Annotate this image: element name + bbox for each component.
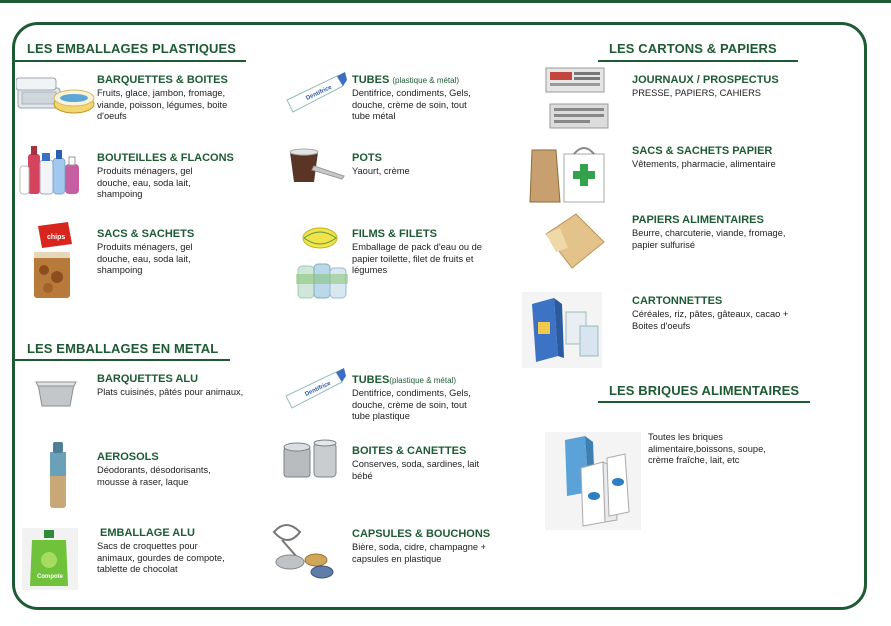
item-journaux [632,74,812,100]
item-title: CAPSULES & BOUCHONS [352,528,491,540]
item-description: Emballage de pack d'eau ou de papier toilette, filet de fruits et légumes [352,242,482,276]
item-title: FILMS & FILETS [352,228,437,240]
item-description: Céréales, riz, pâtes, gâteaux, cacao + Boites d'oeufs [632,309,789,331]
plastic-tube-image [285,70,347,118]
item-title: BARQUETTES & BOITES [97,74,228,86]
item-capsules-bouchons [352,528,512,565]
food-paper-image [538,212,608,270]
item-title-text: TUBES [352,74,390,86]
section-title-plastic: LES EMBALLAGES PLASTIQUES [27,41,237,56]
aerosol-image [46,438,70,510]
bags-image [24,222,80,302]
item-sacs-papier [632,145,812,171]
item-boites-canettes [352,445,487,482]
section-rule [14,60,246,62]
item-emballage-alu [97,527,260,576]
item-papiers-alimentaires [632,214,812,251]
cartons-briques-image [545,432,641,530]
item-sacs-sachets [97,228,262,277]
item-barquettes-boites [97,74,257,123]
section-rule [598,401,810,403]
item-title: SACS & SACHETS [97,228,195,240]
paper-bags-image [528,140,608,204]
item-title: AEROSOLS [97,451,159,463]
item-description: Plats cuisinés, pâtés pour animaux, [97,387,244,397]
item-cartonnettes [632,295,812,332]
section-title-bricks: LES BRIQUES ALIMENTAIRES [609,383,800,398]
chips-brand-text: chips [47,234,66,241]
item-title: BOUTEILLES & FLACONS [97,152,234,164]
item-title: PAPIERS ALIMENTAIRES [632,214,764,226]
item-title: JOURNAUX / PROSPECTUS [632,74,779,86]
item-barquettes-alu [97,373,267,399]
tube-brand-text: Dentifrice [305,84,333,102]
bottles-image [18,138,90,200]
section-rule [14,359,230,361]
item-title-note: (plastique & métal) [392,76,460,85]
item-films-filets [352,228,497,277]
item-title: CARTONNETTES [632,295,723,307]
item-description: Vêtements, pharmacie, alimentaire [632,159,776,169]
item-description: Produits ménagers, gel douche, eau, soda lait, shampoing [97,242,193,276]
item-title: SACS & SACHETS PAPIER [632,145,773,157]
cardboard-boxes-image [522,292,602,368]
item-description: Conserves, soda, sardines, lait bébé [352,459,480,481]
section-title-cardboard: LES CARTONS & PAPIERS [609,41,777,56]
alu-tray-image [34,376,78,412]
item-title: EMBALLAGE ALU [100,527,195,539]
item-description: Dentifrice, condiments, Gels, douche, crème de soin, tout tube métal [352,88,471,122]
item-description: PRESSE, PAPIERS, CAHIERS [632,88,761,98]
newspapers-image [544,66,610,132]
item-description: Yaourt, crème [352,166,410,176]
item-description: Dentifrice, condiments, Gels, douche, crème de soin, tout tube plastique [352,388,471,422]
item-description: Toutes les briques alimentaire,boissons, soupe, crème fraîche, lait, etc [648,432,766,466]
item-description: Fruits, glace, jambon, fromage, viande, poisson, légumes, boite d'oeufs [97,88,228,122]
tube-brand-text: Dentifrice [304,380,332,398]
caps-corks-image [262,514,344,586]
top-bar [0,0,891,3]
gourde-brand-text: Compote [37,574,63,580]
item-aerosols [97,451,257,488]
metal-tube-image [284,366,346,414]
item-title: BARQUETTES ALU [97,373,199,385]
item-tubes-plastique [352,74,487,123]
item-description: Beurre, charcuterie, viande, fromage, papier sulfurisé [632,228,786,250]
cans-image [280,437,342,481]
item-title [352,374,487,387]
item-description: Déodorants, désodorisants, mousse à raser, laque [97,465,211,487]
item-description: Bière, soda, cidre, champagne + capsules en plastique [352,542,487,564]
films-nets-image [292,222,350,302]
item-briques [648,432,768,467]
item-tubes-metal [352,374,487,423]
alu-pouch-image [22,528,80,590]
item-description: Produits ménagers, gel douche, eau, soda lait, shampoing [97,166,193,200]
section-rule [598,60,798,62]
item-title-note: (plastique & métal) [389,376,456,385]
item-bouteilles-flacons [97,152,262,201]
item-title-text: TUBES [352,374,390,386]
section-title-metal: LES EMBALLAGES EN METAL [27,341,219,356]
item-description: Sacs de croquettes pour animaux, gourdes de compote, tablette de chocolat [97,541,225,575]
item-title: BOITES & CANETTES [352,445,467,457]
item-title: POTS [352,152,382,164]
item-pots [352,152,487,178]
item-title [352,74,487,87]
plastic-trays-image [16,68,96,122]
yogurt-pot-image [286,146,346,188]
